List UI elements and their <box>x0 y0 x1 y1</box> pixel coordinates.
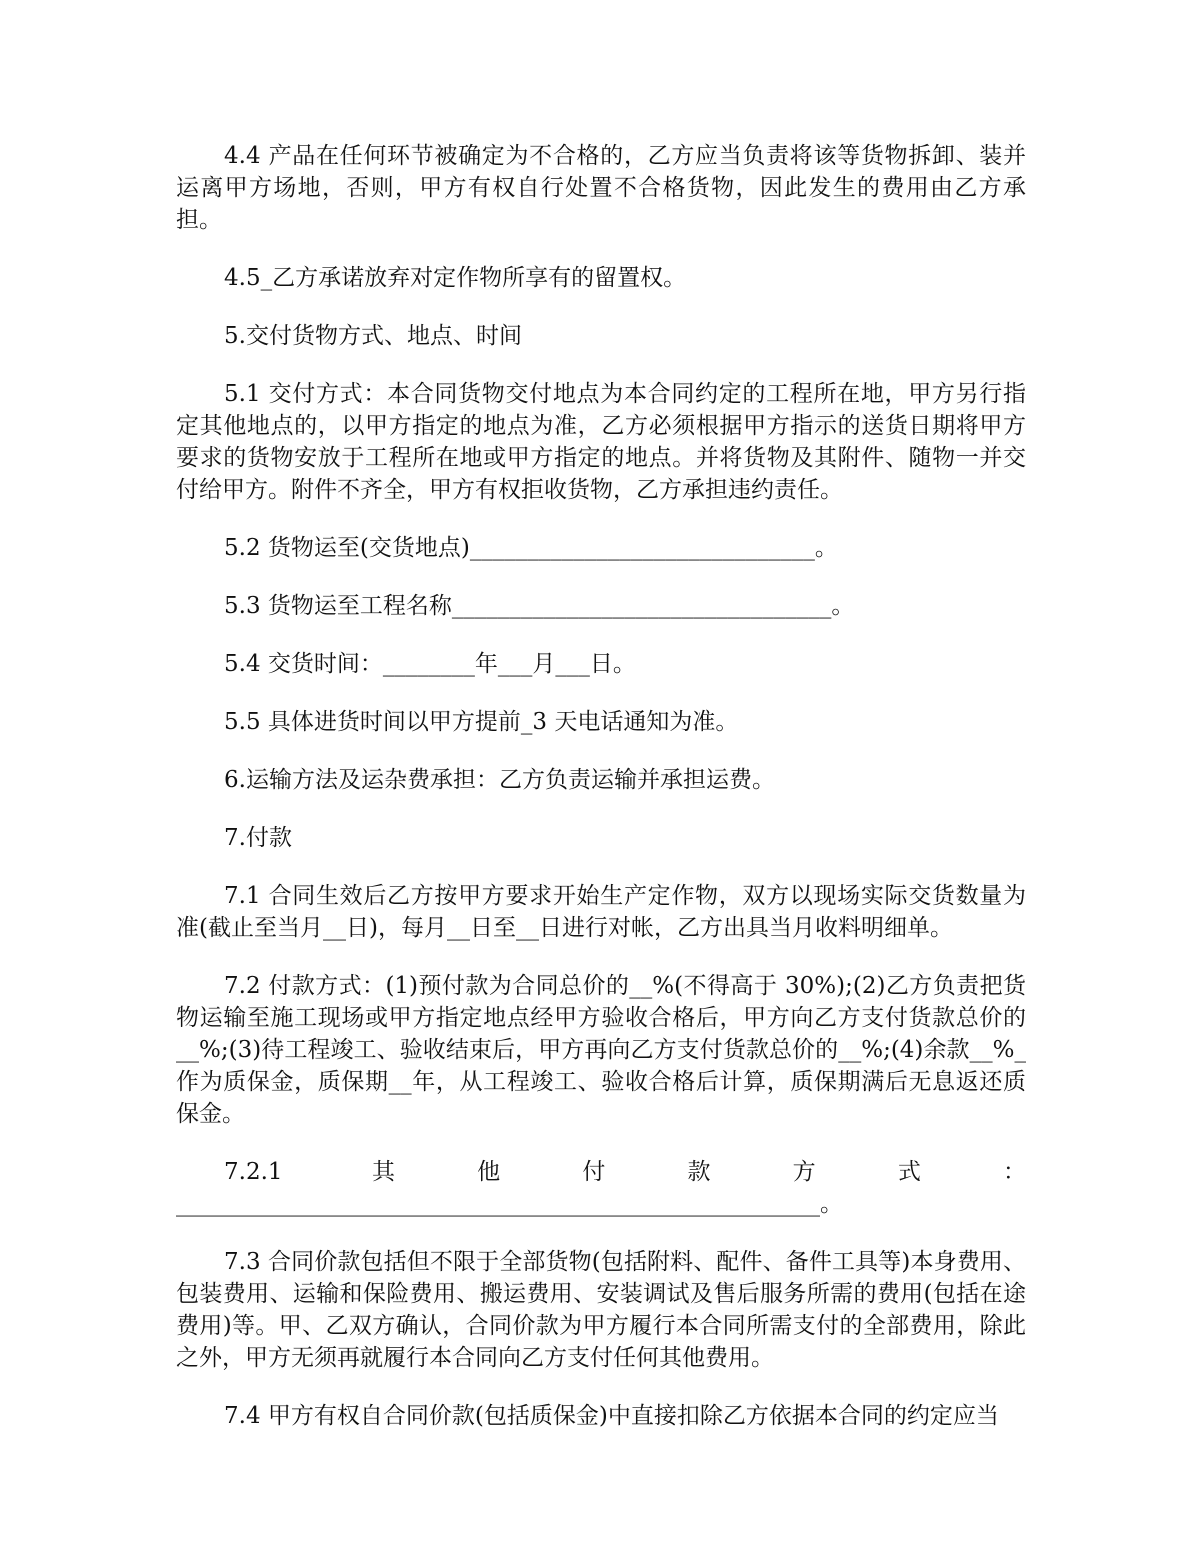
clause-5-3: 5.3 货物运至工程名称_________________________________。 <box>224 593 855 619</box>
section-6: 6.运输方法及运杂费承担：乙方负责运输并承担运费。 <box>224 767 775 793</box>
clause-7-3: 7.3 合同价款包括但不限于全部货物(包括附料、配件、备件工具等)本身费用、包装费用、运输和保险费用、搬运费用、安装调试及售后服务所需的费用(包括在途费用)等。甲、乙双方确认，合同价款为甲方履行本合同所需支付的全部费用，除此之外，甲方无须再就履行本合同向乙方支付任何其他费用。 <box>176 1249 1026 1371</box>
clause-5-4: 5.4 交货时间：________年___月___日。 <box>224 651 636 677</box>
clause-7-4: 7.4 甲方有权自合同价款(包括质保金)中直接扣除乙方依据本合同的约定应当 <box>224 1403 999 1429</box>
clause-7-2-1: 7.2.1 其他付款方式：________________________________________________________。 <box>176 1159 1026 1217</box>
clause-5-5: 5.5 具体进货时间以甲方提前_3 天电话通知为准。 <box>224 709 739 735</box>
section-7-heading: 7.付款 <box>224 825 292 851</box>
clause-5-1: 5.1 交付方式：本合同货物交付地点为本合同约定的工程所在地，甲方另行指定其他地点的，以甲方指定的地点为准，乙方必须根据甲方指示的送货日期将甲方要求的货物安放于工程所在地或甲方指定的地点。并将货物及其附件、随物一并交付给甲方。附件不齐全，甲方有权拒收货物，乙方承担违约责任。 <box>176 381 1026 503</box>
clause-5-2: 5.2 货物运至(交货地点)______________________________。 <box>224 535 838 561</box>
clause-4-5: 4.5_乙方承诺放弃对定作物所享有的留置权。 <box>224 265 687 291</box>
section-5-heading: 5.交付货物方式、地点、时间 <box>224 323 522 349</box>
clause-4-4: 4.4 产品在任何环节被确定为不合格的，乙方应当负责将该等货物拆卸、装并运离甲方场地，否则，甲方有权自行处置不合格货物，因此发生的费用由乙方承担。 <box>176 143 1026 233</box>
document-page <box>176 140 1026 1458</box>
clause-7-1: 7.1 合同生效后乙方按甲方要求开始生产定作物，双方以现场实际交货数量为准(截止至当月__日)，每月__日至__日进行对帐，乙方出具当月收料明细单。 <box>176 883 1026 941</box>
clause-7-2: 7.2 付款方式：(1)预付款为合同总价的__%(不得高于 30%);(2)乙方负责把货物运输至施工现场或甲方指定地点经甲方验收合格后，甲方向乙方支付货款总价的__%;(3)待工程竣工、验收结束后，甲方再向乙方支付货款总价的__%;(4)余款__%_作为质保金，质保期__年，从工程竣工、验收合格后计算，质保期满后无息返还质保金。 <box>176 973 1026 1127</box>
